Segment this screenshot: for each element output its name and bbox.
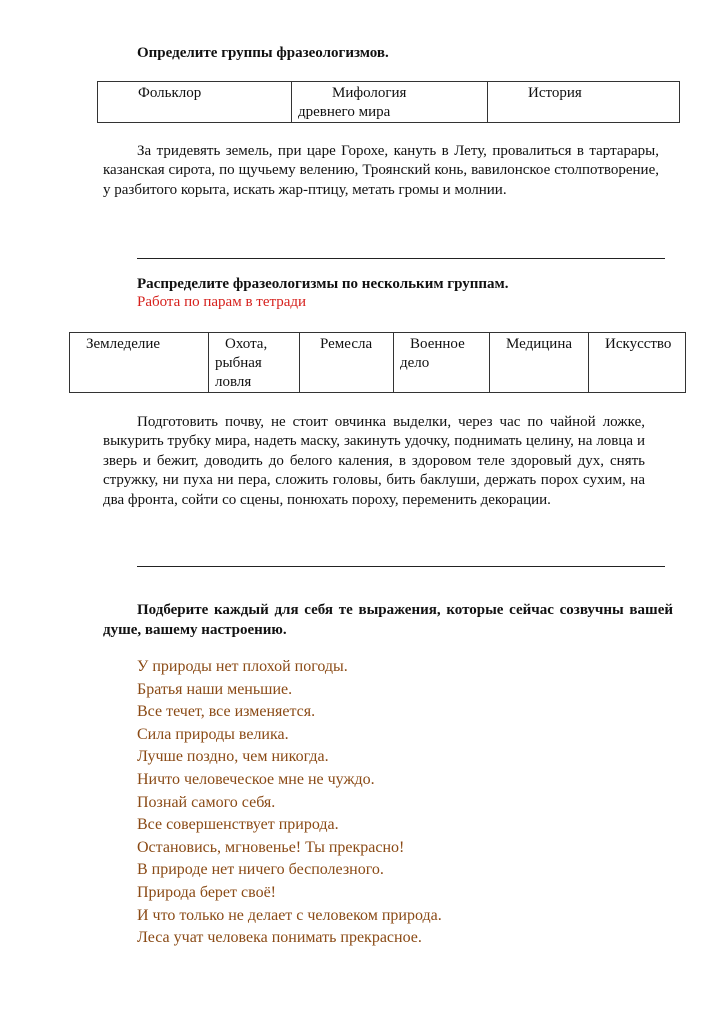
section2-paragraph: Подготовить почву, не стоит овчинка выделки, через час по чайной ложке, выкурить трубку мира, надеть маску, закинуть удочку, поднимать целину, на ловца и зверь и бежит, доводить до белого каления, в здоровом теле здоровый дух, снять стружку, ни пуха ни пера, сложить головы, бить баклуши, держать порох сухим, на два фронта, сойти со сцены, понюхать пороху, переменить декорации.	[103, 414, 645, 508]
table2-cell-military: Военное дело	[394, 333, 490, 393]
quote-item: Познай самого себя.	[137, 793, 276, 811]
quote-item: Природа берет своё!	[137, 883, 276, 901]
section1-paragraph: За тридевять земель, при царе Горохе, кануть в Лету, провалиться в тартарары, казанская сирота, по щучьему велению, Троянский конь, вавилонское столпотворение, у разбитого корыта, искать жар-птицу, метать громы и молнии.	[103, 143, 659, 198]
table2-cell-hunting: Охота, рыбная ловля	[209, 333, 300, 393]
quote-item: Все совершенствует природа.	[137, 816, 339, 834]
quote-item: Братья наши меньшие.	[137, 680, 293, 698]
quote-item: Ничто человеческое мне не чуждо.	[137, 770, 375, 788]
section2-table	[69, 332, 686, 393]
quote-item: Все течет, все изменяется.	[137, 703, 316, 721]
quote-item: У природы нет плохой погоды.	[137, 658, 348, 675]
divider-2	[137, 566, 665, 567]
table2-cell-medicine: Медицина	[490, 333, 589, 393]
divider-1	[137, 258, 665, 259]
table2-cell-art: Искусство	[589, 333, 686, 393]
section2-heading: Распределите фразеологизмы по нескольким группам.	[137, 276, 509, 292]
quote-item: В природе нет ничего бесполезного.	[137, 861, 384, 879]
table1-cell-folklore: Фольклор	[98, 82, 292, 123]
table2-cell-agriculture: Земледелие	[70, 333, 209, 393]
quote-item: Лучше поздно, чем никогда.	[137, 748, 329, 766]
quote-item: Леса учат человека понимать прекрасное.	[137, 929, 422, 947]
quote-item: Остановись, мгновенье! Ты прекрасно!	[137, 838, 405, 856]
table1-cell-mythology: Мифология древнего мира	[292, 82, 488, 123]
quote-item: И что только не делает с человеком природа.	[137, 906, 442, 924]
quote-item: Сила природы велика.	[137, 725, 289, 743]
section1-heading: Определите группы фразеологизмов.	[137, 45, 389, 61]
section2-note: Работа по парам в тетради	[137, 294, 307, 310]
table1-cell-history: История	[488, 82, 680, 123]
section3-heading: Подберите каждый для себя те выражения, которые сейчас созвучны вашей душе, вашему настроению.	[103, 602, 673, 638]
table2-cell-crafts: Ремесла	[300, 333, 394, 393]
section1-table	[97, 81, 680, 123]
quote-list	[137, 656, 442, 950]
